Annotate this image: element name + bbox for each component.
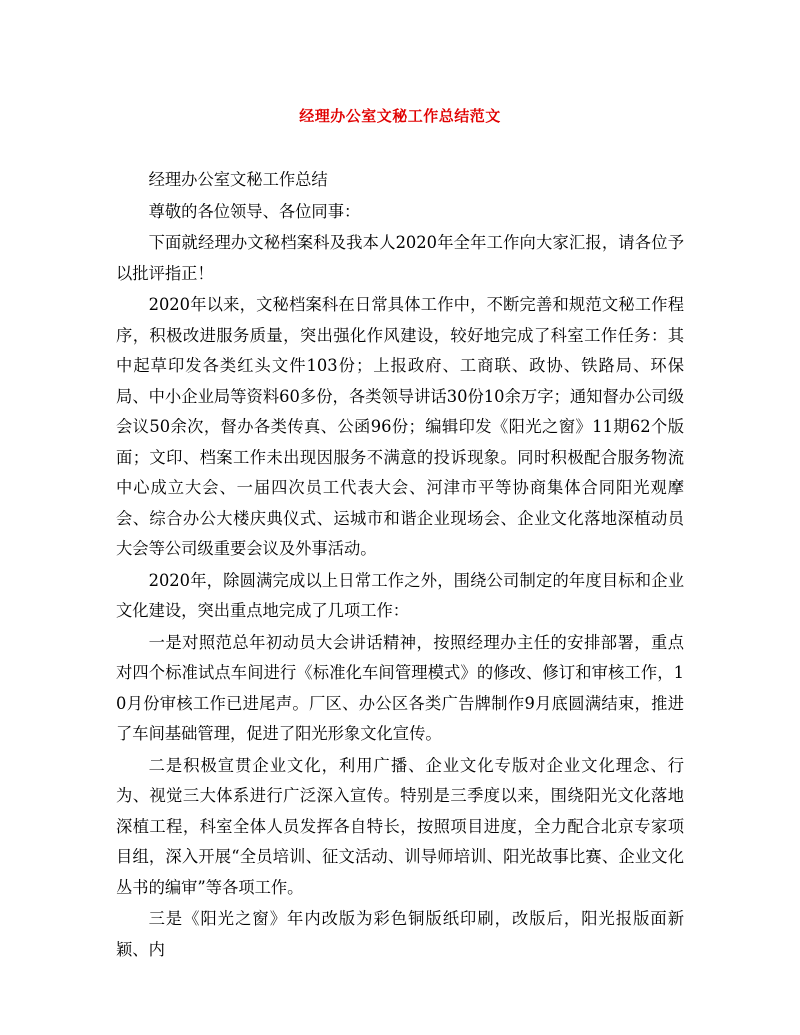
paragraph-item-three: 三是《阳光之窗》年内改版为彩色铜版纸印刷，改版后，阳光报版面新颖、内 bbox=[116, 909, 684, 959]
paragraph-item-one: 一是对照范总年初动员大会讲话精神，按照经理办主任的安排部署，重点对四个标准试点车间进行《标准化车间管理模式》的修改、修订和审核工作，10月份审核工作已进尾声。厂区、办公区各类广告牌制作9月底圆满结束，推进了车间基础管理，促进了阳光形象文化宣传。 bbox=[116, 632, 684, 743]
paragraph-work-summary: 2020年以来，文秘档案科在日常具体工作中，不断完善和规范文秘工作程序，积极改进服务质量，突出强化作风建设，较好地完成了科室工作任务：其中起草印发各类红头文件103份；上报政府、工商联、政协、铁路局、环保局、中小企业局等资料60多份，各类领导讲话30份10余万字；通知督办公司级会议50余次，督办各类传真、公函96份；编辑印发《阳光之窗》11期62个版面；文印、档案工作未出现因服务不满意的投诉现象。同时积极配合服务物流中心成立大会、一届四次员工代表大会、河津市平等协商集体合同阳光观摩会、综合办公大楼庆典仪式、运城市和谐企业现场会、企业文化落地深植动员大会等公司级重要会议及外事活动。 bbox=[116, 295, 684, 558]
paragraph-item-two: 二是积极宣贯企业文化，利用广播、企业文化专版对企业文化理念、行为、视觉三大体系进行广泛深入宣传。特别是三季度以来，围绕阳光文化落地深植工程，科室全体人员发挥各自特长，按照项目进度，全力配合北京专家项目组，深入开展“全员培训、征文活动、训导师培训、阳光故事比赛、企业文化丛书的编审”等各项工作。 bbox=[116, 755, 684, 897]
paragraph-key-work-intro: 2020年，除圆满完成以上日常工作之外，围绕公司制定的年度目标和企业文化建设，突出重点地完成了几项工作： bbox=[116, 570, 684, 620]
document-title: 经理办公室文秘工作总结范文 bbox=[299, 107, 501, 125]
paragraph-intro: 下面就经理办文秘档案科及我本人2020年全年工作向大家汇报，请各位予以批评指正！ bbox=[116, 233, 684, 283]
paragraph-heading: 经理办公室文秘工作总结 bbox=[148, 170, 328, 189]
document-body bbox=[116, 165, 684, 966]
paragraph-salutation: 尊敬的各位领导、各位同事： bbox=[148, 201, 361, 221]
